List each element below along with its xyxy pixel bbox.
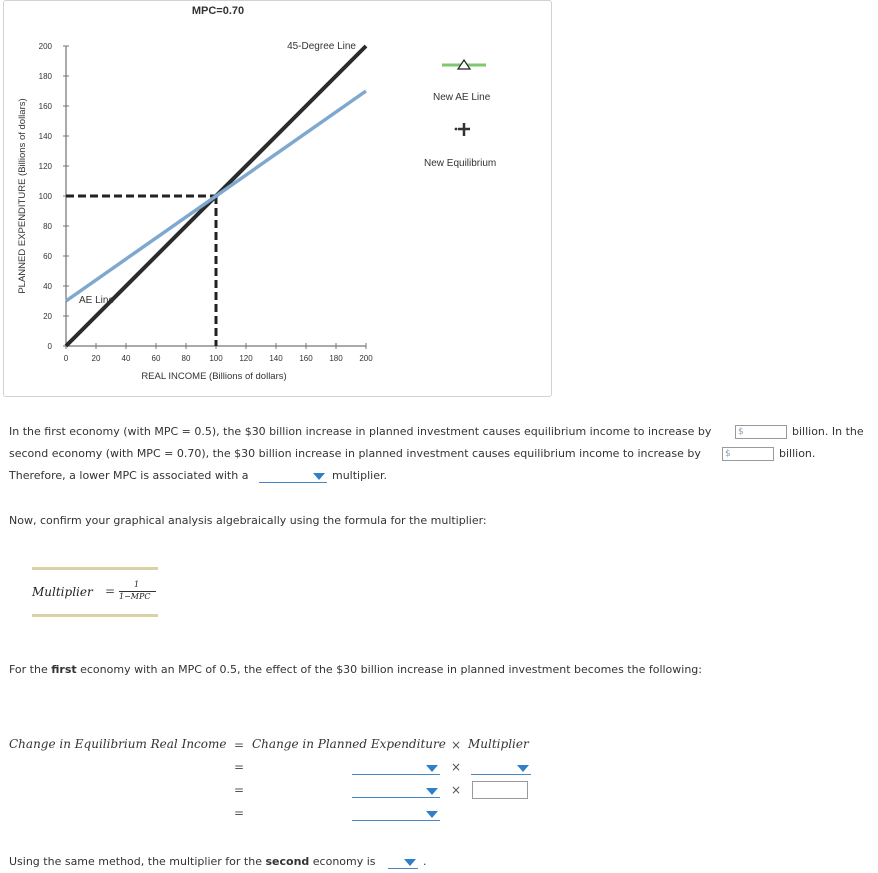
- y-tick-label: 100: [38, 192, 52, 201]
- multiplier-size-dropdown[interactable]: [259, 469, 327, 483]
- p1-text-a: In the first economy (with MPC = 0.5), the $30 billion increase in planned investment causes equilibrium income to increase by: [9, 425, 712, 438]
- p2-text-a: second economy (with MPC = 0.70), the $30 billion increase in planned investment causes equilibrium income to increase by: [9, 447, 701, 460]
- paragraph-line-1-end: [792, 421, 864, 443]
- p3-text-b: multiplier.: [332, 469, 387, 482]
- same-method-text-b: economy is: [309, 855, 376, 868]
- same-method-text-a: Using the same method, the multiplier for the: [9, 855, 266, 868]
- chart-title: MPC=0.70: [191, 5, 245, 17]
- planned-expenditure-dropdown[interactable]: [352, 761, 440, 775]
- currency-symbol: $: [725, 449, 731, 459]
- x-tick-label: 160: [299, 354, 313, 363]
- p1-text-b: billion. In the: [792, 425, 864, 438]
- first-econ-text-a: For the: [9, 663, 52, 676]
- confirm-instruction: [9, 510, 487, 532]
- legend-new-equilibrium-icon[interactable]: [451, 120, 473, 138]
- y-axis-label: PLANNED EXPENDITURE (Billions of dollars): [17, 98, 28, 294]
- chevron-down-icon: [426, 765, 438, 772]
- x-axis-label: REAL INCOME (Billions of dollars): [141, 371, 287, 382]
- formula-denominator: 1−MPC: [119, 592, 151, 601]
- first-economy-income-input[interactable]: [735, 425, 787, 439]
- equation-equals-row1: =: [234, 760, 245, 774]
- y-tick-label: 180: [38, 72, 52, 81]
- equation-times-row1: ×: [451, 760, 462, 774]
- formula-lhs: Multiplier: [32, 585, 93, 599]
- y-tick-label: 80: [43, 222, 52, 231]
- x-tick-label: 200: [359, 354, 373, 363]
- degree-line-label: 45-Degree Line: [287, 41, 356, 52]
- second-economy-income-input[interactable]: [722, 447, 774, 461]
- first-econ-bold: first: [51, 663, 77, 676]
- formula-equals: =: [105, 584, 116, 598]
- chevron-down-icon: [426, 811, 438, 818]
- currency-symbol: $: [738, 427, 744, 437]
- equation-rhs2: Multiplier: [468, 737, 529, 751]
- x-tick-label: 140: [269, 354, 283, 363]
- confirm-text: Now, confirm your graphical analysis algebraically using the formula for the multiplier:: [9, 514, 487, 527]
- second-economy-instruction: [9, 851, 376, 873]
- chevron-down-icon: [517, 765, 529, 772]
- x-tick-label: 100: [209, 354, 223, 363]
- paragraph-line-2: [9, 443, 701, 465]
- equilibrium-income-dropdown[interactable]: [352, 807, 440, 821]
- x-tick-label: 0: [63, 354, 69, 363]
- x-tick-label: 120: [239, 354, 253, 363]
- equation-rhs1: Change in Planned Expenditure: [252, 737, 446, 751]
- y-tick-label: 120: [38, 162, 52, 171]
- graph-panel[interactable]: [3, 0, 552, 397]
- same-method-bold: second: [265, 855, 310, 868]
- ae-line-label: AE Line: [79, 295, 115, 306]
- legend-new-ae-line-icon[interactable]: [442, 57, 486, 71]
- planned-expenditure-dropdown-2[interactable]: [352, 784, 440, 798]
- x-tick-label: 40: [121, 354, 131, 363]
- y-tick-label: 40: [43, 282, 52, 291]
- first-economy-instruction: [9, 659, 702, 681]
- multiplier-formula-box: [32, 567, 158, 617]
- second-economy-period: .: [423, 855, 427, 868]
- legend-new-ae-line-label: New AE Line: [433, 92, 491, 103]
- y-tick-label: 0: [47, 342, 52, 351]
- paragraph-line-2-end: [779, 443, 815, 465]
- first-econ-text-b: economy with an MPC of 0.5, the effect of the $30 billion increase in planned investment becomes the following:: [76, 663, 702, 676]
- chevron-down-icon: [404, 859, 416, 866]
- second-multiplier-dropdown[interactable]: [388, 855, 418, 869]
- equation-lhs: Change in Equilibrium Real Income: [9, 737, 227, 751]
- x-tick-label: 80: [181, 354, 191, 363]
- p2-text-b: billion.: [779, 447, 816, 460]
- paragraph-line-1: [9, 421, 711, 443]
- y-tick-label: 160: [38, 102, 52, 111]
- equation-equals-header: =: [234, 738, 245, 752]
- formula-numerator: 1: [134, 580, 140, 589]
- equation-times-row2: ×: [451, 783, 462, 797]
- multiplier-value-input[interactable]: [472, 781, 528, 799]
- equation-equals-row3: =: [234, 806, 245, 820]
- p3-text-a: Therefore, a lower MPC is associated with a: [9, 469, 249, 482]
- y-tick-label: 140: [38, 132, 52, 141]
- legend-new-equilibrium-label: New Equilibrium: [424, 158, 497, 169]
- equation-times-header: ×: [451, 738, 462, 752]
- paragraph-line-3: [9, 465, 248, 487]
- equation-equals-row2: =: [234, 783, 245, 797]
- x-tick-label: 20: [91, 354, 101, 363]
- y-tick-label: 20: [43, 312, 52, 321]
- paragraph-line-3-end: [332, 465, 387, 487]
- y-tick-label: 200: [38, 42, 52, 51]
- multiplier-dropdown[interactable]: [471, 761, 531, 775]
- chevron-down-icon: [426, 788, 438, 795]
- x-tick-label: 60: [151, 354, 161, 363]
- x-tick-label: 180: [329, 354, 343, 363]
- y-tick-label: 60: [43, 252, 52, 261]
- chevron-down-icon: [313, 473, 325, 480]
